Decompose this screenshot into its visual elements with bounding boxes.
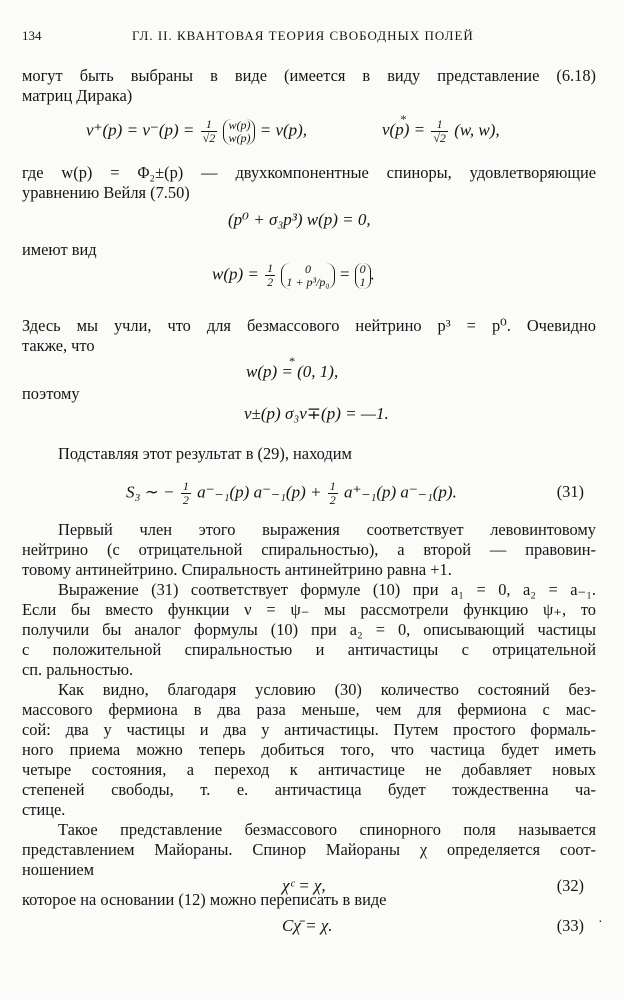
text-line: Такое представление безмассового спинорного поля называется [58,820,596,839]
equation-number: (33) [556,916,584,935]
text-line: Здесь мы учли, что для безмассового нейтрино p³ = p⁰. Очевидно [22,316,596,335]
eq1-right-lhs: * v(p) = [382,118,425,142]
text-line: которое на основании (12) можно переписать в виде [22,890,387,909]
text-line: четыре состояния, а переход к античастице не добавляет новых [22,760,596,779]
text-line: Первый член этого выражения соответствует левовинтовому [58,520,596,539]
text-line: степеней свободы, т. е. античастица будет тождественна ча- [22,780,596,799]
running-title: ГЛ. II. КВАНТОВАЯ ТЕОРИЯ СВОБОДНЫХ ПОЛЕЙ [132,28,474,43]
equation-1 [0,112,624,152]
text-line: Выражение (31) соответствует формуле (10) при a₁ = 0, a₂ = a₋₁. [58,580,596,599]
text-line: товому антинейтрино. Спиральность антинейтрино равна +1. [22,560,452,579]
text-line: получили бы аналог формулы (10) при a₂ = 0, описывающий частицы [22,620,596,639]
text-line: Подставляя этот результат в (29), находим [58,444,352,463]
margin-mark: · [598,915,603,930]
text-line: ношением [22,860,95,879]
text-line: массового фермиона в два раза меньше, чем для фермиона с мас- [22,700,596,719]
eq1-column: w(p) w(p) [223,119,255,145]
text-line: сой: два у частицы и два у античастицы. Путем простого формаль- [22,720,596,739]
text-line: ного приема можно теперь добиться того, что частица будет иметь [22,740,596,759]
text-line: стице. [22,800,66,819]
text-line: с положительной спиральностью и античастицы с отрицательной [22,640,596,659]
eq1-left: v⁺(p) = v⁻(p) = [86,120,195,140]
running-header [22,28,602,48]
equation-3: w(p) = $\frac{1}{2}$ 0 1 + p³/p₀ = 0 1 . [212,261,375,289]
text-line: Если бы вместо функции ν = ψ₋ мы рассмотрели функцию ψ₊, то [22,600,596,619]
text-line: также, что [22,336,95,355]
text-line: матриц Дирака) [22,86,133,105]
page-number: 134 [22,28,42,43]
eq1-right-fraction: $\frac{1}{√2}$ [433,117,446,145]
equation-number: (31) [556,482,584,501]
eq1-fraction: $\frac{1}{√2}$ [202,117,216,145]
eq1-mid: = v(p), [259,120,308,140]
equation-number: (32) [556,876,584,895]
text-line: поэтому [22,384,80,403]
text-line: где w(p) = Φ₂±(p) — двухкомпонентные спиноры, удовлетворяющие [22,163,596,182]
eq1-right-rhs: (w, w), [454,120,500,140]
text-line: имеют вид [22,240,97,259]
text-line: представлением Майораны. Спинор Майораны χ определяется соот- [22,840,596,859]
text-line: сп. ральностью. [22,660,134,679]
text-line: Как видно, благодаря условию (30) количество состояний без- [58,680,596,699]
equation-6: S₃ ∼ − $\frac{1}{2}$ a⁻₋₁(p) a⁻₋₁(p) + $\frac{1}{2}$ a⁺₋₁(p) a⁻₋₁(p). (31) [126,479,584,507]
text-line: нейтрино (с отрицательной спиральностью), а второй — правовин- [22,540,596,559]
text-line: уравнению Вейля (7.50) [22,183,190,202]
text-line: могут быть выбраны в виде (имеется в виду представление (6.18) [22,66,596,85]
